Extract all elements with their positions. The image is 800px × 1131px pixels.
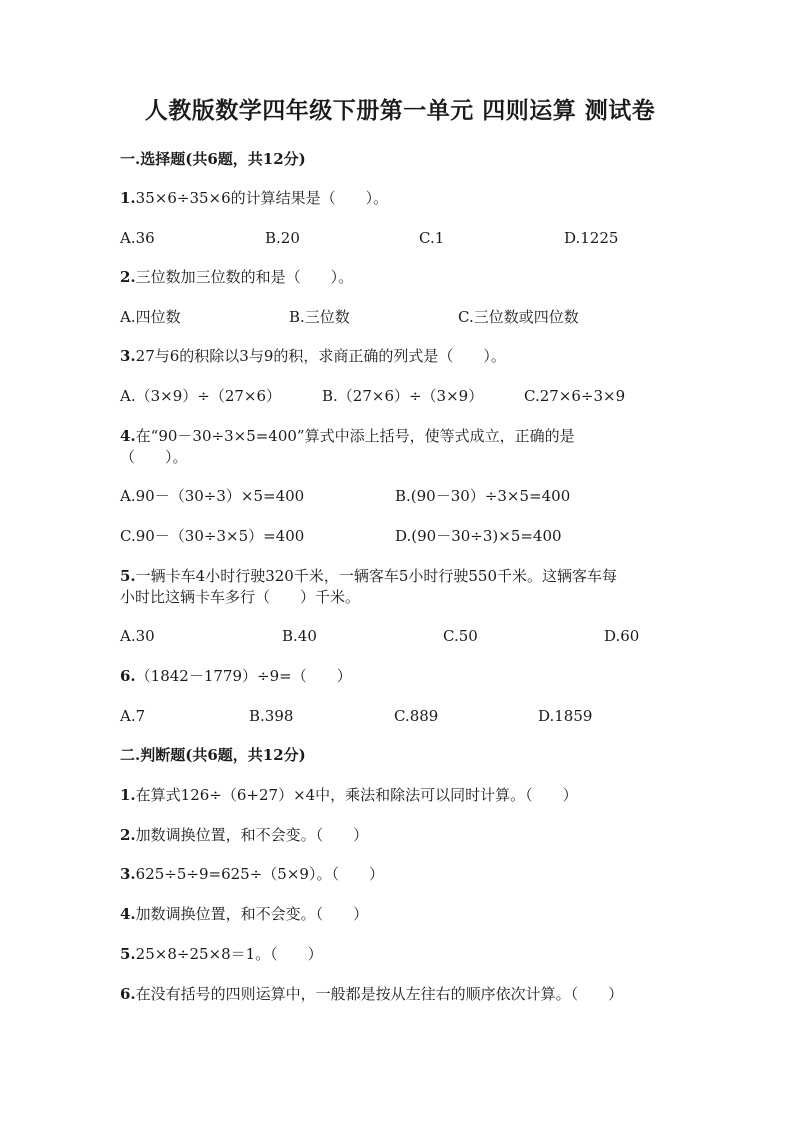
option-b: B.（27×6）÷（3×9） bbox=[322, 387, 484, 405]
question-text: 三位数加三位数的和是（ ）。 bbox=[135, 268, 354, 286]
question-number: 4. bbox=[120, 905, 136, 923]
question-text: 在没有括号的四则运算中，一般都是按从左往右的顺序依次计算。（ ） bbox=[135, 985, 624, 1003]
option-a: A.30 bbox=[120, 627, 155, 645]
question-text: 加数调换位置，和不会变。（ ） bbox=[135, 826, 369, 844]
question-text: 625÷5÷9=625÷（5×9）。（ ） bbox=[135, 865, 384, 883]
option-b: B.40 bbox=[282, 627, 317, 645]
question-number: 1. bbox=[120, 189, 136, 207]
option-b: B.(90－30）÷3×5=400 bbox=[395, 487, 571, 505]
option-a: A.四位数 bbox=[120, 308, 181, 326]
question-text: （1842－1779）÷9=（ ） bbox=[135, 667, 352, 685]
section-heading-choice: 一.选择题(共6题，共12分) bbox=[120, 150, 306, 168]
question-text: 在“90－30÷3×5=400”算式中添上括号，使等式成立，正确的是 bbox=[135, 427, 575, 445]
page-title: 人教版数学四年级下册第一单元 四则运算 测试卷 bbox=[144, 97, 656, 124]
question-4 bbox=[120, 425, 575, 447]
question-6 bbox=[120, 665, 352, 687]
option-d: D.(90－30÷3)×5=400 bbox=[395, 527, 562, 545]
judgment-question-2 bbox=[120, 824, 368, 846]
option-c: C.50 bbox=[443, 627, 478, 645]
question-number: 5. bbox=[120, 567, 136, 585]
question-text: 一辆卡车4小时行驶320千米，一辆客车5小时行驶550千米。这辆客车每 bbox=[135, 567, 618, 585]
question-text: 35×6÷35×6的计算结果是（ ）。 bbox=[135, 189, 389, 207]
option-a: A.（3×9）÷（27×6） bbox=[120, 387, 282, 405]
option-b: B.20 bbox=[265, 229, 300, 247]
question-number: 3. bbox=[120, 865, 136, 883]
option-d: D.60 bbox=[604, 627, 640, 645]
option-c: C.90－（30÷3×5）=400 bbox=[120, 527, 305, 545]
question-number: 6. bbox=[120, 667, 136, 685]
option-a: A.7 bbox=[120, 707, 146, 725]
option-a: A.90－（30÷3）×5=400 bbox=[120, 487, 305, 505]
option-c: C.889 bbox=[394, 707, 439, 725]
option-c: C.1 bbox=[419, 229, 445, 247]
question-text: 加数调换位置，和不会变。（ ） bbox=[135, 905, 369, 923]
option-a: A.36 bbox=[120, 229, 155, 247]
question-text: 25×8÷25×8＝1。（ ） bbox=[135, 945, 323, 963]
question-number: 1. bbox=[120, 786, 136, 804]
option-b: B.398 bbox=[249, 707, 294, 725]
question-5-continued: 小时比这辆卡车多行（ ）千米。 bbox=[120, 588, 361, 606]
question-number: 4. bbox=[120, 427, 136, 445]
option-c: C.27×6÷3×9 bbox=[524, 387, 626, 405]
option-c: C.三位数或四位数 bbox=[458, 308, 579, 326]
judgment-question-1 bbox=[120, 784, 578, 806]
question-number: 3. bbox=[120, 347, 136, 365]
judgment-question-6 bbox=[120, 983, 623, 1005]
question-number: 2. bbox=[120, 826, 136, 844]
question-number: 5. bbox=[120, 945, 136, 963]
option-b: B.三位数 bbox=[289, 308, 350, 326]
judgment-question-5 bbox=[120, 943, 323, 965]
question-4-continued: （ ）。 bbox=[120, 448, 188, 466]
question-number: 6. bbox=[120, 985, 136, 1003]
judgment-question-3 bbox=[120, 863, 384, 885]
question-1 bbox=[120, 187, 388, 209]
judgment-question-4 bbox=[120, 903, 368, 925]
question-3 bbox=[120, 345, 506, 367]
question-2 bbox=[120, 266, 353, 288]
question-text: 在算式126÷（6+27）×4中，乘法和除法可以同时计算。（ ） bbox=[135, 786, 578, 804]
option-d: D.1225 bbox=[564, 229, 619, 247]
question-number: 2. bbox=[120, 268, 136, 286]
question-5 bbox=[120, 565, 617, 587]
question-text: 27与6的积除以3与9的积，求商正确的列式是（ ）。 bbox=[135, 347, 506, 365]
option-d: D.1859 bbox=[538, 707, 593, 725]
section-heading-judgment: 二.判断题(共6题，共12分) bbox=[120, 746, 306, 764]
